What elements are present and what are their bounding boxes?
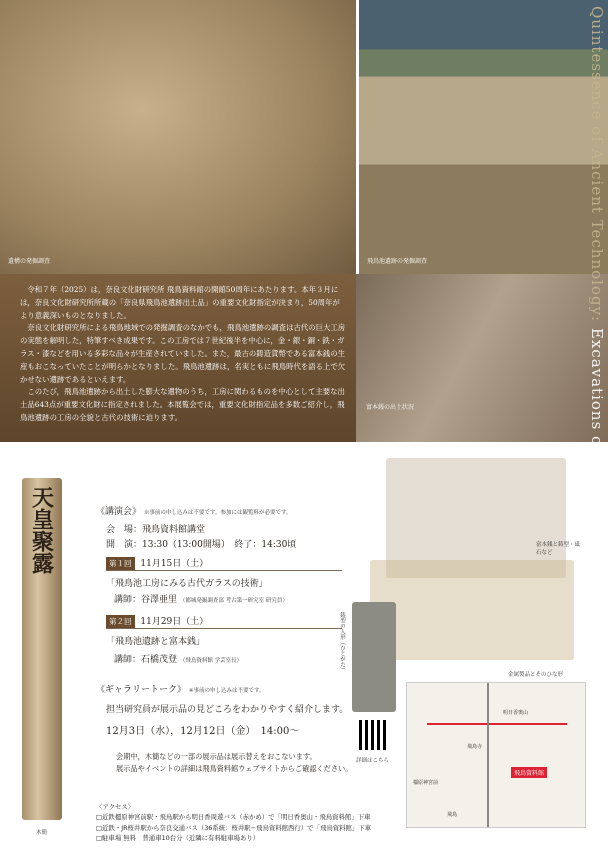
session-topic: 「飛鳥池工房にみる古代ガラスの技術」 <box>106 579 268 589</box>
coin-photo <box>356 274 608 442</box>
session-speaker: 講師：谷澤亜里 （都城発掘調査部 考古第一研究室 研究員） <box>114 595 288 605</box>
vertical-title-lower: Quintessence of Ancient Technology: <box>588 6 606 323</box>
divider <box>106 570 342 571</box>
vertical-title-upper: Excavations of Asukaike Workshops <box>588 327 606 634</box>
figurine-image <box>352 602 396 712</box>
metal-objects-image <box>370 560 574 660</box>
intro-text-block <box>0 274 356 442</box>
qr-caption: 詳細はこちら <box>356 758 390 764</box>
session-date: 11月29日（土） <box>140 617 209 627</box>
map-label: 飛鳥寺 <box>467 744 483 750</box>
object-caption: 鋳型の人形（ひとがた） <box>339 612 345 673</box>
access-line: □近鉄橿原神宮前駅・飛鳥駅から明日香周遊バス（赤かめ）で「明日香奥山・飛鳥資料館」下車 <box>96 813 371 822</box>
session-topic: 「飛鳥池遺跡と富本銭」 <box>106 637 206 647</box>
map-label-museum: 飛鳥資料館 <box>511 767 547 778</box>
intro-paragraph: このたび，飛鳥池遺跡から出土した膨大な遺物のうち，工房に関わるものを中心として主要な出土品643点が重要文化財に指定されました。本展覧会では，重要文化財指定品を多数ご紹介し，飛鳥池遺跡の工房の全貌と古代の技術に迫ります。 <box>20 387 345 422</box>
access-info <box>96 802 582 844</box>
gallery-desc: 担当研究員が展示品の見どころをわかりやすく紹介します。 <box>106 705 349 715</box>
access-title: 〈アクセス〉 <box>96 803 135 811</box>
intro-paragraph: 令和７年（2025）は，奈良文化財研究所 飛鳥資料館の開館50周年にあたります。本年３月には，奈良文化財研究所所蔵の「奈良県飛鳥池遺跡出土品」の重要文化財指定が決まり，50周年がより意義深いものとなりました。 <box>20 285 340 320</box>
gallery-title: 《ギャラリートーク》 ※事前の申し込みは不要です。 <box>96 685 265 695</box>
map-label: 明日香奥山 <box>503 710 529 716</box>
session-2-header <box>106 614 208 628</box>
photo-caption: 飛鳥池遺跡の発掘調査 <box>367 258 428 265</box>
session-1-header <box>106 556 208 570</box>
session-date: 11月15日（土） <box>140 559 209 569</box>
notice-line: 展示品やイベントの詳細は飛鳥資料館ウェブサイトからご確認ください。 <box>116 764 353 773</box>
object-caption: 富本銭と鋳型・砥石など <box>536 542 581 556</box>
gallery-note: ※事前の申し込みは不要です。 <box>188 688 265 694</box>
intro-paragraph: 奈良文化財研究所による飛鳥地域での発掘調査のなかでも，飛鳥池遺跡の調査は古代の巨大工房の実態を解明した，特筆すべき成果です。この工房では７世紀後半を中心に，金・銀・銅・鉄・ガラス・漆などを用いる多彩な品々が生産されていました。また，最古の鋳造貨幣である富本銭の生産もおこなっていたことが明らかとなりました。飛鳥池遺跡は，名実ともに飛鳥時代を語る上で欠かせない遺跡であるといえます。 <box>20 323 346 384</box>
mokkan-image <box>22 478 62 820</box>
lecture-title: 《講演会》 ※事前の申し込みは不要です。参加には観覧料が必要です。 <box>96 507 292 517</box>
session-number: 第２回 <box>106 615 135 628</box>
photo-caption: 遺構の発掘調査 <box>8 258 51 265</box>
map-label: 飛鳥 <box>447 812 458 818</box>
lecture-note: ※事前の申し込みは不要です。参加には観覧料が必要です。 <box>143 510 292 516</box>
lecture-time: 開 演：13:30（13:00開場） 終了：14:30頃 <box>106 540 297 550</box>
qr-code[interactable] <box>359 720 389 750</box>
excavation-photo-1 <box>0 0 356 274</box>
divider <box>106 628 342 629</box>
vertical-title <box>586 6 606 846</box>
lecture-venue: 会 場：飛鳥資料館講堂 <box>106 525 206 535</box>
access-line: □近鉄・JR桜井駅から奈良交通バス（36系統：桜井駅−飛鳥資料館西行）で「飛鳥資料館」下車 <box>96 823 372 832</box>
mokkan-text: 天皇聚露 <box>28 486 55 574</box>
photo-caption: 富本銭の出土状況 <box>366 404 415 411</box>
map-label: 橿原神宮前 <box>413 780 439 786</box>
session-number: 第１回 <box>106 557 135 570</box>
mokkan-caption: 木簡 <box>36 830 48 836</box>
gallery-dates: 12月3日（水），12月12日（金） 14:00〜 <box>106 726 300 737</box>
excavation-photo-2 <box>359 0 608 274</box>
access-line: □駐車場 無料 普通車10台分（近隣に有料駐車場あり） <box>96 834 260 843</box>
object-caption: 金属製品とそのひな形 <box>508 672 564 678</box>
map-road <box>427 723 567 725</box>
notice-line: 会期中，木簡などの一部の展示品は展示替えをおこないます。 <box>116 752 317 761</box>
session-speaker: 講師：石橋茂登 （飛鳥資料館 学芸室長） <box>114 655 243 665</box>
